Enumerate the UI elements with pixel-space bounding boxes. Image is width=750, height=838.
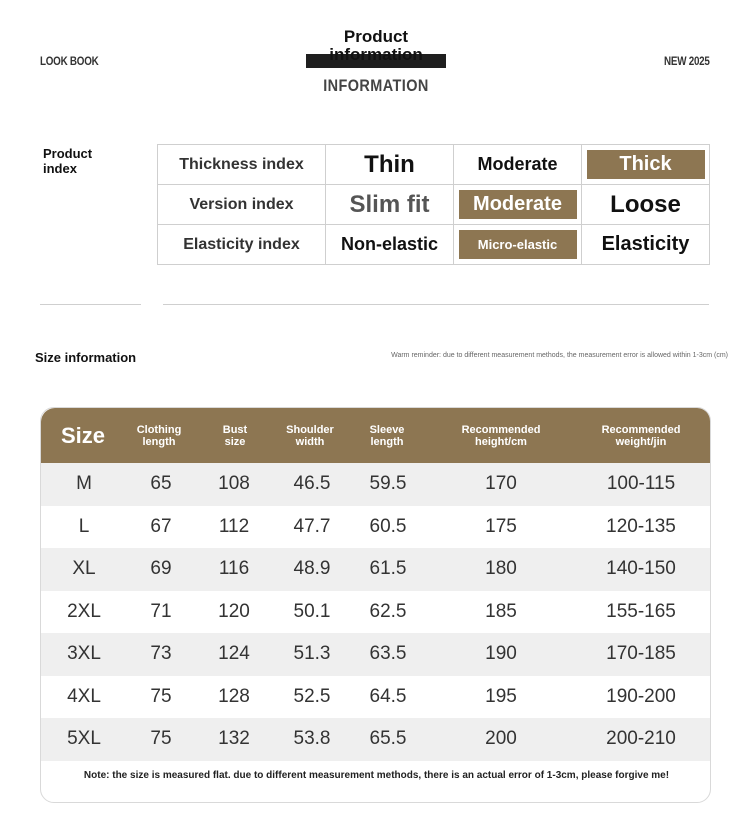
size-cell-clothing-length: 65 <box>150 473 172 495</box>
page-subtitle: INFORMATION <box>323 76 429 95</box>
size-cell-clothing-length: 73 <box>150 643 172 665</box>
size-cell-size: L <box>78 515 90 537</box>
size-cell-clothing-length: 69 <box>150 558 172 580</box>
elasticity-option-elasticity: Elasticity <box>601 233 690 255</box>
header-sleeve-length: Sleeve length <box>369 423 405 448</box>
size-cell-shoulder-width: 47.7 <box>293 515 331 537</box>
size-cell-sleeve-length: 64.5 <box>369 685 407 707</box>
size-cell-recommended-weight: 100-115 <box>606 473 676 495</box>
size-note: Note: the size is measured flat. due to different measurement methods, there is an actual error of 1-3cm, please forgive me! <box>83 770 670 781</box>
size-cell-recommended-height: 185 <box>485 600 517 622</box>
elasticity-row <box>158 225 710 265</box>
size-cell-bust-size: 108 <box>218 473 250 495</box>
size-cell-recommended-weight: 170-185 <box>606 643 676 665</box>
size-cell-recommended-height: 175 <box>485 515 517 537</box>
measurement-reminder: Warm reminder: due to different measurement methods, the measurement error is allowed within 1-3cm (cm) <box>391 352 728 359</box>
size-row <box>41 633 711 676</box>
size-row <box>41 463 711 506</box>
size-cell-sleeve-length: 65.5 <box>369 728 407 750</box>
size-cell-clothing-length: 75 <box>150 685 172 707</box>
new-2025-label: NEW 2025 <box>664 54 710 68</box>
thickness-option-thick-selected: Thick <box>587 150 705 179</box>
thickness-row <box>158 145 710 185</box>
size-cell-recommended-height: 195 <box>485 685 517 707</box>
size-cell-bust-size: 132 <box>218 728 250 750</box>
size-cell-shoulder-width: 46.5 <box>293 473 331 495</box>
size-cell-sleeve-length: 61.5 <box>369 558 407 580</box>
header-title-block <box>306 26 446 70</box>
size-cell-recommended-height: 170 <box>485 473 517 495</box>
thickness-label: Thickness index <box>158 145 326 185</box>
page-title-line1: Product <box>343 27 409 46</box>
size-cell-recommended-weight: 120-135 <box>606 515 676 537</box>
size-row <box>41 506 711 549</box>
size-cell-bust-size: 124 <box>218 643 250 665</box>
header-shoulder-width: Shoulder width <box>286 423 334 448</box>
size-cell-shoulder-width: 52.5 <box>293 685 331 707</box>
size-cell-sleeve-length: 62.5 <box>369 600 407 622</box>
size-cell-size: 5XL <box>67 728 101 750</box>
header-recommended-height: Recommended height/cm <box>461 423 541 448</box>
size-cell-recommended-weight: 200-210 <box>606 728 676 750</box>
size-row <box>41 718 711 761</box>
divider-right <box>163 304 709 305</box>
size-cell-recommended-weight: 140-150 <box>606 558 676 580</box>
product-index-label-line1: Product <box>43 146 93 161</box>
size-information-title: Size information <box>35 350 137 365</box>
product-index-label <box>43 146 92 176</box>
page-title <box>306 28 446 64</box>
size-chart-header <box>41 408 711 463</box>
size-cell-shoulder-width: 51.3 <box>293 643 331 665</box>
size-cell-size: XL <box>72 558 96 580</box>
version-option-moderate-selected: Moderate <box>459 190 577 219</box>
size-cell-size: 2XL <box>67 600 101 622</box>
size-cell-clothing-length: 71 <box>150 600 172 622</box>
size-cell-sleeve-length: 60.5 <box>369 515 407 537</box>
version-option-loose: Loose <box>610 190 681 218</box>
size-cell-clothing-length: 67 <box>150 515 172 537</box>
size-row <box>41 591 711 634</box>
size-cell-shoulder-width: 48.9 <box>293 558 331 580</box>
elasticity-label: Elasticity index <box>158 225 326 265</box>
size-cell-bust-size: 116 <box>218 558 250 580</box>
product-index-label-line2: index <box>43 161 77 176</box>
divider-left <box>40 304 141 305</box>
size-cell-size: M <box>76 473 92 495</box>
page-title-line2: information <box>329 45 423 64</box>
size-row <box>41 548 711 591</box>
elasticity-option-non-elastic: Non-elastic <box>340 234 439 254</box>
size-chart <box>40 407 711 803</box>
header-bust-size: Bust size <box>222 423 248 448</box>
version-label: Version index <box>158 185 326 225</box>
size-cell-bust-size: 128 <box>218 685 250 707</box>
elasticity-option-micro-elastic-selected: Micro-elastic <box>459 230 577 259</box>
header-recommended-weight: Recommended weight/jin <box>601 423 681 448</box>
size-cell-clothing-length: 75 <box>150 728 172 750</box>
size-cell-shoulder-width: 53.8 <box>293 728 331 750</box>
size-cell-sleeve-length: 63.5 <box>369 643 407 665</box>
version-option-slim-fit: Slim fit <box>349 190 430 218</box>
size-cell-recommended-weight: 155-165 <box>606 600 676 622</box>
size-cell-size: 3XL <box>67 643 101 665</box>
size-cell-shoulder-width: 50.1 <box>293 600 331 622</box>
product-index-table <box>157 144 710 265</box>
size-cell-recommended-height: 190 <box>485 643 517 665</box>
thickness-option-moderate: Moderate <box>477 154 558 174</box>
size-cell-size: 4XL <box>67 685 101 707</box>
size-cell-recommended-weight: 190-200 <box>606 685 676 707</box>
size-row <box>41 676 711 719</box>
version-row <box>158 185 710 225</box>
size-cell-recommended-height: 180 <box>485 558 517 580</box>
look-book-label: LOOK BOOK <box>40 54 99 68</box>
size-cell-bust-size: 120 <box>218 600 250 622</box>
header-clothing-length: Clothing length <box>136 423 182 448</box>
thickness-option-thin: Thin <box>364 150 415 178</box>
size-cell-bust-size: 112 <box>218 515 250 537</box>
header-size: Size <box>60 422 106 448</box>
size-cell-sleeve-length: 59.5 <box>369 473 407 495</box>
size-cell-recommended-height: 200 <box>485 728 517 750</box>
